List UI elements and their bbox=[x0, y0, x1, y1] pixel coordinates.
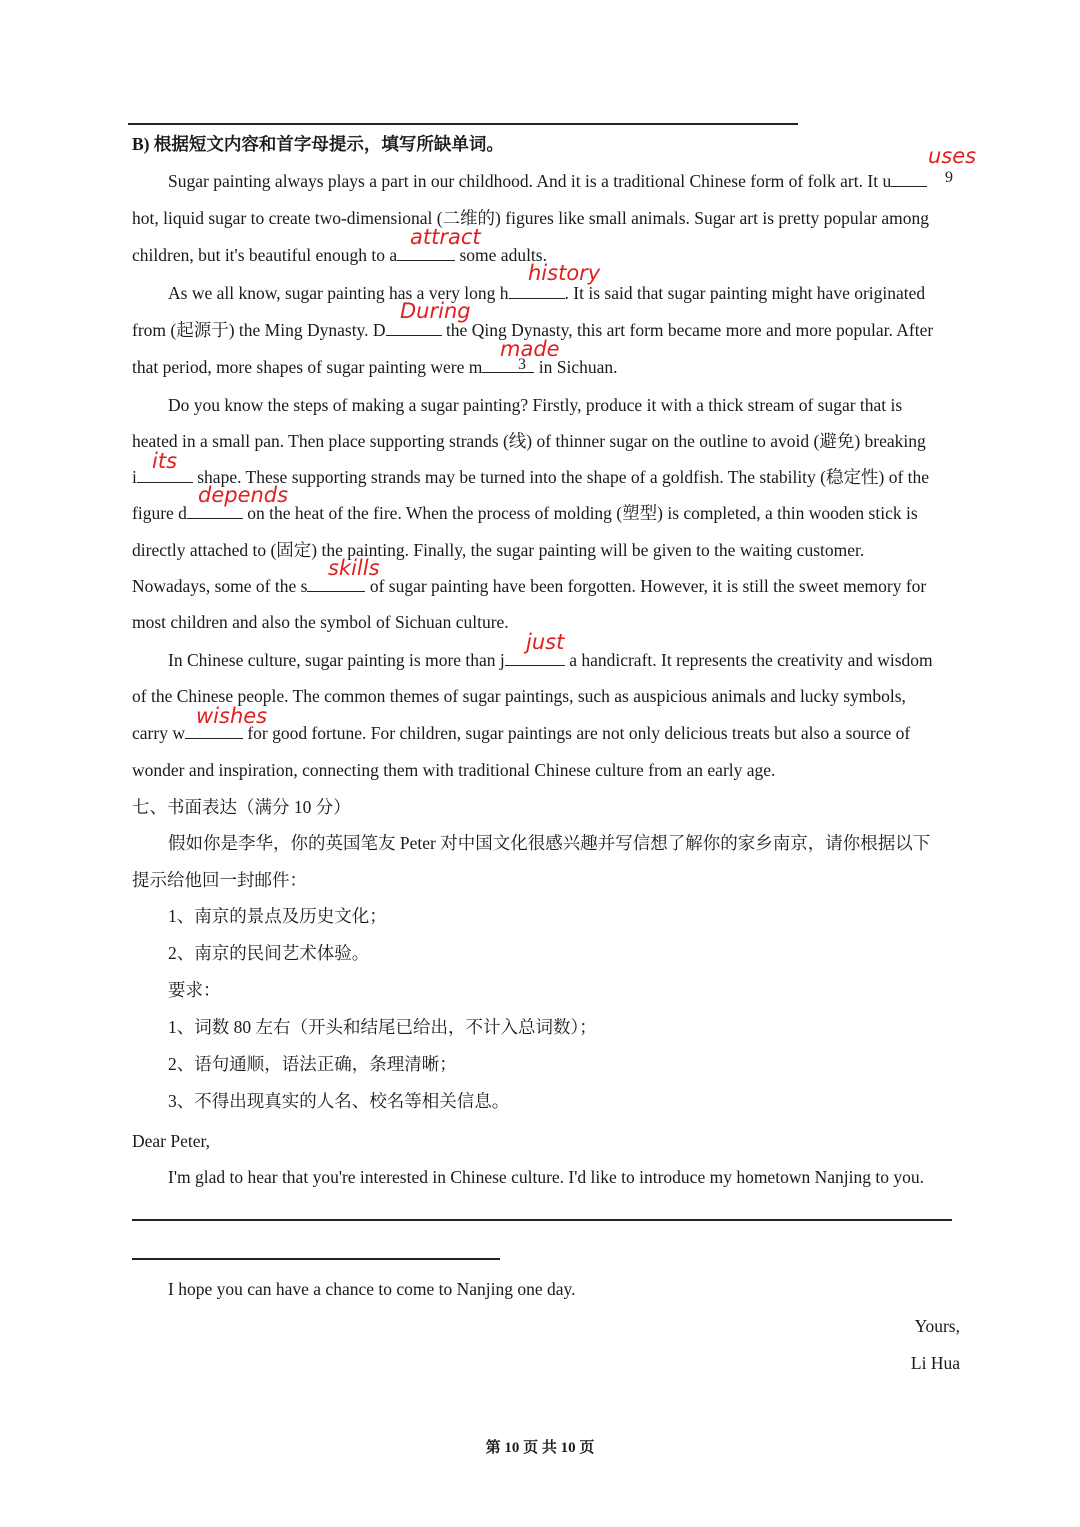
answer-skills: skills bbox=[328, 556, 380, 580]
answer-depends: depends bbox=[198, 483, 289, 507]
text-span: for good fortune. For children, sugar paintings are not only delicious treats but also a source of bbox=[242, 723, 911, 743]
text-span: of sugar painting have been forgotten. However, it is still the sweet memory for bbox=[365, 576, 927, 596]
text-span: from (起源于) the Ming Dynasty. D bbox=[132, 320, 386, 340]
answer-attract: attract bbox=[410, 225, 481, 249]
top-rule bbox=[128, 123, 798, 125]
p4-line2: of the Chinese people. The common themes of sugar paintings, such as auspicious animals and lucky symbols, bbox=[132, 686, 906, 706]
section-b-heading: B) 根据短文内容和首字母提示，填写所缺单词。 bbox=[132, 134, 504, 154]
p4-line1 bbox=[168, 649, 998, 671]
point-1: 1、南京的景点及历史文化； bbox=[168, 906, 387, 926]
prompt-line1: 假如你是李华，你的英国笔友 Peter 对中国文化很感兴趣并写信想了解你的家乡南京，请你根据以下 bbox=[168, 833, 931, 853]
answer-made: made bbox=[500, 337, 560, 361]
text-span: figure d bbox=[132, 503, 187, 523]
section-7-heading: 七、书面表达（满分 10 分） bbox=[132, 797, 351, 817]
text-span: shape. These supporting strands may be turned into the shape of a goldfish. The stability (稳定性) of the bbox=[192, 467, 930, 487]
p1-line1 bbox=[168, 170, 998, 192]
writing-line-1[interactable] bbox=[132, 1219, 952, 1221]
letter-salutation: Dear Peter, bbox=[132, 1131, 211, 1151]
p4-line4: wonder and inspiration, connecting them with traditional Chinese culture from an early age. bbox=[132, 760, 776, 780]
text-span: . It is said that sugar painting might have originated bbox=[564, 283, 926, 303]
blank-1[interactable] bbox=[891, 170, 927, 187]
page-number: 第 10 页 共 10 页 bbox=[485, 1440, 595, 1456]
text-span: the Qing Dynasty, this art form became more and more popular. After bbox=[441, 320, 934, 340]
answer-history: history bbox=[528, 261, 601, 285]
text-span: Sugar painting always plays a part in our childhood. And it is a traditional Chinese form of folk art. It u bbox=[168, 171, 892, 191]
writing-line-2[interactable] bbox=[132, 1258, 500, 1260]
p3-line2: heated in a small pan. Then place supporting strands (线) of thinner sugar on the outline to avoid (避免) breaking bbox=[132, 431, 926, 451]
text-span: i bbox=[132, 467, 137, 487]
question-number-3: 3 bbox=[518, 356, 526, 373]
answer-during: During bbox=[400, 299, 471, 323]
letter-signoff: Yours, bbox=[914, 1316, 960, 1336]
text-span: carry w bbox=[132, 723, 185, 743]
requirement-2: 2、语句通顺，语法正确，条理清晰； bbox=[168, 1054, 457, 1074]
p3-line6 bbox=[132, 575, 962, 597]
p3-line1: Do you know the steps of making a sugar painting? Firstly, produce it with a thick stream of sugar that is bbox=[168, 395, 903, 415]
text-span: some adults. bbox=[455, 245, 547, 265]
text-span: Nowadays, some of the s bbox=[132, 576, 308, 596]
question-number-9: 9 bbox=[945, 169, 953, 186]
answer-its: its bbox=[152, 449, 178, 473]
letter-opening: I'm glad to hear that you're interested in Chinese culture. I'd like to introduce my hometown Nanjing to you. bbox=[168, 1167, 924, 1187]
text-span: in Sichuan. bbox=[534, 357, 618, 377]
letter-closing: I hope you can have a chance to come to Nanjing one day. bbox=[168, 1279, 576, 1299]
text-span: a handicraft. It represents the creativity and wisdom bbox=[564, 650, 933, 670]
p2-line1 bbox=[168, 282, 998, 304]
requirement-3: 3、不得出现真实的人名、校名等相关信息。 bbox=[168, 1091, 510, 1111]
text-span: on the heat of the fire. When the process of molding (塑型) is completed, a thin wooden stick is bbox=[242, 503, 918, 523]
prompt-line2: 提示给他回一封邮件： bbox=[132, 870, 307, 890]
letter-signature: Li Hua bbox=[910, 1353, 960, 1373]
answer-uses: uses bbox=[928, 144, 977, 168]
text-span: In Chinese culture, sugar painting is more than j bbox=[168, 650, 505, 670]
p3-line7: most children and also the symbol of Sichuan culture. bbox=[132, 612, 509, 632]
p3-line5: directly attached to (固定) the painting. Finally, the sugar painting will be given to the waiting customer. bbox=[132, 540, 865, 560]
answer-wishes: wishes bbox=[196, 704, 268, 728]
text-span: As we all know, sugar painting has a very long h bbox=[168, 283, 509, 303]
text-span: that period, more shapes of sugar painting were m bbox=[132, 357, 483, 377]
requirements-label: 要求： bbox=[168, 980, 221, 1000]
requirement-1: 1、词数 80 左右（开头和结尾已给出，不计入总词数）； bbox=[168, 1017, 597, 1037]
answer-just: just bbox=[526, 630, 565, 654]
point-2: 2、南京的民间艺术体验。 bbox=[168, 943, 370, 963]
text-span: children, but it's beautiful enough to a bbox=[132, 245, 398, 265]
p1-line2: hot, liquid sugar to create two-dimensional (二维的) figures like small animals. Sugar art is pretty popular among bbox=[132, 208, 930, 228]
